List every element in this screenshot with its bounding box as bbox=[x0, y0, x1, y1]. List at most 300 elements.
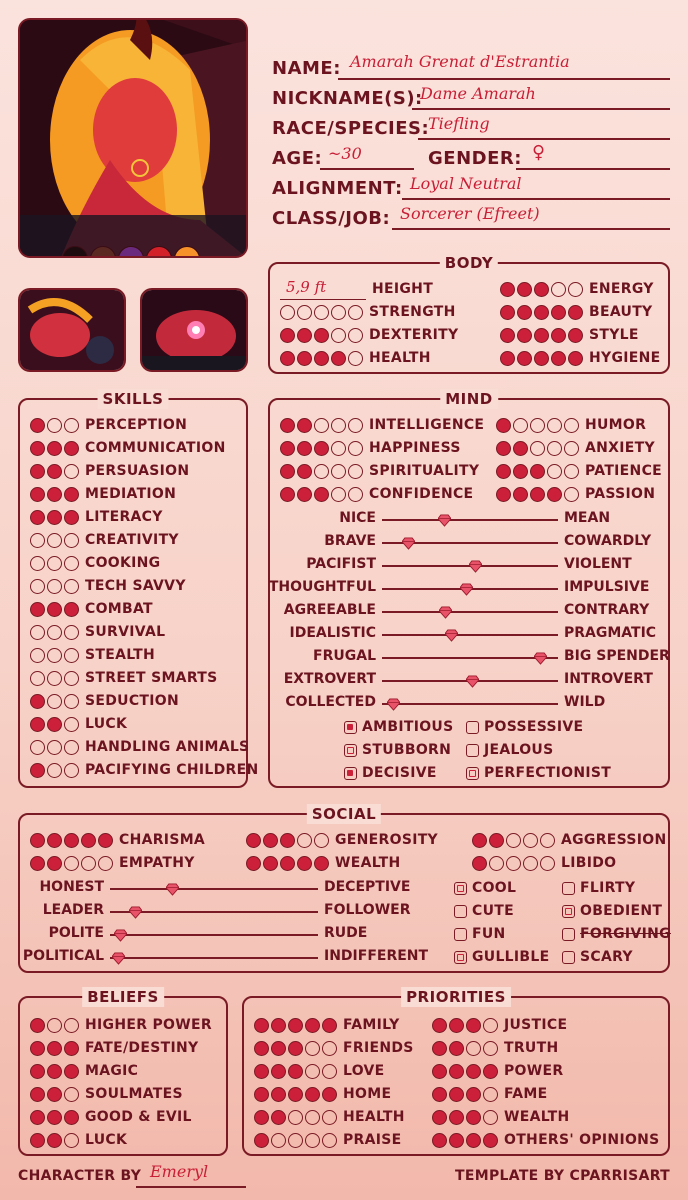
rating-dot[interactable] bbox=[432, 1018, 447, 1033]
rating-dot[interactable] bbox=[305, 1041, 320, 1056]
rating-dot[interactable] bbox=[331, 305, 346, 320]
rating-dot[interactable] bbox=[466, 1041, 481, 1056]
rating-dot[interactable] bbox=[314, 351, 329, 366]
rating-dot[interactable] bbox=[30, 533, 45, 548]
rating-dot[interactable] bbox=[432, 1041, 447, 1056]
checkbox[interactable] bbox=[562, 928, 575, 941]
rating-dot[interactable] bbox=[551, 305, 566, 320]
rating-dot[interactable] bbox=[466, 1110, 481, 1125]
rating-dot[interactable] bbox=[64, 648, 79, 663]
rating-dots[interactable] bbox=[30, 533, 79, 548]
rating-dot[interactable] bbox=[271, 1064, 286, 1079]
rating-dot[interactable] bbox=[64, 556, 79, 571]
rating-dots[interactable] bbox=[30, 1087, 79, 1102]
rating-dot[interactable] bbox=[523, 833, 538, 848]
trait-checkbox[interactable] bbox=[466, 762, 611, 784]
trait-checkbox[interactable] bbox=[562, 923, 671, 945]
rating-dots[interactable] bbox=[254, 1041, 337, 1056]
rating-dot[interactable] bbox=[47, 740, 62, 755]
rating-dot[interactable] bbox=[297, 305, 312, 320]
rating-dot[interactable] bbox=[30, 671, 45, 686]
checkbox[interactable] bbox=[562, 882, 575, 895]
checkbox[interactable] bbox=[344, 767, 357, 780]
rating-dot[interactable] bbox=[568, 282, 583, 297]
slider-track[interactable] bbox=[382, 703, 558, 705]
rating-dot[interactable] bbox=[314, 487, 329, 502]
rating-dot[interactable] bbox=[47, 602, 62, 617]
rating-dot[interactable] bbox=[64, 464, 79, 479]
rating-dot[interactable] bbox=[280, 305, 295, 320]
rating-dot[interactable] bbox=[564, 441, 579, 456]
rating-dots[interactable] bbox=[254, 1064, 337, 1079]
rating-dot[interactable] bbox=[64, 694, 79, 709]
gem-slider-handle-icon[interactable] bbox=[469, 558, 482, 571]
rating-dots[interactable] bbox=[30, 1041, 79, 1056]
rating-dot[interactable] bbox=[280, 833, 295, 848]
rating-dots[interactable] bbox=[432, 1087, 498, 1102]
rating-dot[interactable] bbox=[47, 1064, 62, 1079]
trait-checkbox[interactable] bbox=[562, 900, 662, 922]
rating-dot[interactable] bbox=[466, 1133, 481, 1148]
rating-dot[interactable] bbox=[64, 740, 79, 755]
gem-slider-handle-icon[interactable] bbox=[460, 581, 473, 594]
rating-dot[interactable] bbox=[47, 510, 62, 525]
trait-checkbox[interactable] bbox=[454, 946, 549, 968]
slider-track[interactable] bbox=[382, 634, 558, 636]
rating-dot[interactable] bbox=[64, 487, 79, 502]
rating-dot[interactable] bbox=[551, 351, 566, 366]
rating-dot[interactable] bbox=[348, 487, 363, 502]
rating-dot[interactable] bbox=[517, 351, 532, 366]
slider-track[interactable] bbox=[382, 611, 558, 613]
rating-dots[interactable] bbox=[30, 487, 79, 502]
rating-dot[interactable] bbox=[47, 1133, 62, 1148]
rating-dot[interactable] bbox=[547, 441, 562, 456]
rating-dot[interactable] bbox=[64, 533, 79, 548]
trait-checkbox[interactable] bbox=[344, 739, 451, 761]
rating-dot[interactable] bbox=[30, 763, 45, 778]
rating-dot[interactable] bbox=[331, 464, 346, 479]
rating-dot[interactable] bbox=[288, 1087, 303, 1102]
rating-dot[interactable] bbox=[280, 464, 295, 479]
rating-dots[interactable] bbox=[280, 418, 363, 433]
rating-dot[interactable] bbox=[47, 1110, 62, 1125]
rating-dot[interactable] bbox=[540, 856, 555, 871]
checkbox[interactable] bbox=[344, 744, 357, 757]
rating-dot[interactable] bbox=[513, 487, 528, 502]
rating-dot[interactable] bbox=[254, 1018, 269, 1033]
gem-slider-handle-icon[interactable] bbox=[112, 950, 125, 963]
rating-dot[interactable] bbox=[64, 1064, 79, 1079]
rating-dot[interactable] bbox=[534, 328, 549, 343]
rating-dot[interactable] bbox=[297, 856, 312, 871]
rating-dot[interactable] bbox=[305, 1018, 320, 1033]
slider-track[interactable] bbox=[110, 934, 318, 936]
rating-dot[interactable] bbox=[500, 282, 515, 297]
rating-dot[interactable] bbox=[47, 556, 62, 571]
rating-dot[interactable] bbox=[305, 1110, 320, 1125]
rating-dot[interactable] bbox=[314, 305, 329, 320]
rating-dots[interactable] bbox=[280, 305, 363, 320]
gem-slider-handle-icon[interactable] bbox=[114, 927, 127, 940]
rating-dot[interactable] bbox=[506, 833, 521, 848]
rating-dots[interactable] bbox=[30, 648, 79, 663]
checkbox[interactable] bbox=[454, 928, 467, 941]
rating-dot[interactable] bbox=[331, 418, 346, 433]
rating-dot[interactable] bbox=[331, 487, 346, 502]
rating-dot[interactable] bbox=[47, 763, 62, 778]
rating-dot[interactable] bbox=[530, 418, 545, 433]
rating-dot[interactable] bbox=[64, 510, 79, 525]
rating-dot[interactable] bbox=[98, 856, 113, 871]
rating-dots[interactable] bbox=[500, 305, 583, 320]
rating-dot[interactable] bbox=[530, 464, 545, 479]
trait-checkbox[interactable] bbox=[454, 877, 516, 899]
rating-dot[interactable] bbox=[314, 418, 329, 433]
checkbox[interactable] bbox=[466, 744, 479, 757]
rating-dot[interactable] bbox=[288, 1110, 303, 1125]
rating-dots[interactable] bbox=[30, 1064, 79, 1079]
trait-slider[interactable] bbox=[20, 877, 440, 899]
rating-dots[interactable] bbox=[254, 1133, 337, 1148]
rating-dot[interactable] bbox=[331, 328, 346, 343]
gem-slider-handle-icon[interactable] bbox=[439, 604, 452, 617]
trait-slider[interactable] bbox=[270, 623, 670, 645]
rating-dot[interactable] bbox=[314, 856, 329, 871]
rating-dot[interactable] bbox=[297, 441, 312, 456]
rating-dot[interactable] bbox=[331, 351, 346, 366]
rating-dots[interactable] bbox=[254, 1110, 337, 1125]
rating-dot[interactable] bbox=[271, 1041, 286, 1056]
rating-dot[interactable] bbox=[489, 856, 504, 871]
trait-checkbox[interactable] bbox=[454, 900, 514, 922]
rating-dot[interactable] bbox=[472, 856, 487, 871]
rating-dot[interactable] bbox=[47, 1018, 62, 1033]
checkbox[interactable] bbox=[562, 905, 575, 918]
rating-dots[interactable] bbox=[280, 441, 363, 456]
rating-dot[interactable] bbox=[47, 671, 62, 686]
rating-dot[interactable] bbox=[30, 625, 45, 640]
rating-dot[interactable] bbox=[30, 1133, 45, 1148]
rating-dot[interactable] bbox=[47, 648, 62, 663]
rating-dot[interactable] bbox=[517, 305, 532, 320]
class-value[interactable]: Sorcerer (Efreet) bbox=[400, 204, 540, 223]
rating-dot[interactable] bbox=[348, 464, 363, 479]
rating-dot[interactable] bbox=[47, 487, 62, 502]
rating-dot[interactable] bbox=[280, 487, 295, 502]
rating-dots[interactable] bbox=[432, 1110, 498, 1125]
race-value[interactable]: Tiefling bbox=[428, 114, 490, 133]
rating-dot[interactable] bbox=[530, 441, 545, 456]
slider-track[interactable] bbox=[382, 657, 558, 659]
trait-checkbox[interactable] bbox=[454, 923, 506, 945]
rating-dot[interactable] bbox=[534, 305, 549, 320]
rating-dot[interactable] bbox=[568, 328, 583, 343]
rating-dot[interactable] bbox=[483, 1110, 498, 1125]
rating-dot[interactable] bbox=[540, 833, 555, 848]
rating-dot[interactable] bbox=[305, 1133, 320, 1148]
rating-dot[interactable] bbox=[271, 1110, 286, 1125]
rating-dots[interactable] bbox=[280, 464, 363, 479]
rating-dot[interactable] bbox=[322, 1064, 337, 1079]
rating-dot[interactable] bbox=[47, 579, 62, 594]
rating-dot[interactable] bbox=[254, 1110, 269, 1125]
rating-dots[interactable] bbox=[30, 625, 79, 640]
rating-dot[interactable] bbox=[64, 1018, 79, 1033]
trait-slider[interactable] bbox=[270, 600, 670, 622]
gem-slider-handle-icon[interactable] bbox=[445, 627, 458, 640]
rating-dot[interactable] bbox=[331, 441, 346, 456]
rating-dot[interactable] bbox=[483, 1064, 498, 1079]
gem-slider-handle-icon[interactable] bbox=[466, 673, 479, 686]
rating-dot[interactable] bbox=[64, 579, 79, 594]
rating-dots[interactable] bbox=[30, 418, 79, 433]
rating-dot[interactable] bbox=[280, 328, 295, 343]
rating-dot[interactable] bbox=[500, 328, 515, 343]
trait-checkbox[interactable] bbox=[466, 739, 553, 761]
rating-dots[interactable] bbox=[280, 487, 363, 502]
trait-slider[interactable] bbox=[270, 577, 670, 599]
rating-dot[interactable] bbox=[30, 510, 45, 525]
rating-dots[interactable] bbox=[472, 856, 555, 871]
rating-dot[interactable] bbox=[64, 1087, 79, 1102]
checkbox[interactable] bbox=[562, 951, 575, 964]
rating-dot[interactable] bbox=[432, 1064, 447, 1079]
rating-dots[interactable] bbox=[432, 1064, 498, 1079]
rating-dot[interactable] bbox=[564, 464, 579, 479]
rating-dot[interactable] bbox=[322, 1133, 337, 1148]
rating-dot[interactable] bbox=[483, 1041, 498, 1056]
rating-dots[interactable] bbox=[30, 833, 113, 848]
rating-dots[interactable] bbox=[254, 1087, 337, 1102]
gender-value[interactable]: ♀ bbox=[532, 142, 546, 163]
rating-dot[interactable] bbox=[30, 556, 45, 571]
trait-slider[interactable] bbox=[270, 669, 670, 691]
rating-dot[interactable] bbox=[64, 763, 79, 778]
rating-dot[interactable] bbox=[47, 717, 62, 732]
rating-dot[interactable] bbox=[322, 1018, 337, 1033]
rating-dot[interactable] bbox=[348, 305, 363, 320]
rating-dot[interactable] bbox=[466, 1018, 481, 1033]
rating-dot[interactable] bbox=[551, 328, 566, 343]
rating-dot[interactable] bbox=[271, 1018, 286, 1033]
rating-dots[interactable] bbox=[500, 282, 583, 297]
rating-dot[interactable] bbox=[280, 351, 295, 366]
rating-dot[interactable] bbox=[254, 1133, 269, 1148]
rating-dot[interactable] bbox=[472, 833, 487, 848]
trait-slider[interactable] bbox=[270, 692, 670, 714]
age-value[interactable]: ~30 bbox=[328, 144, 362, 163]
rating-dot[interactable] bbox=[47, 464, 62, 479]
gem-slider-handle-icon[interactable] bbox=[402, 535, 415, 548]
rating-dots[interactable] bbox=[30, 602, 79, 617]
rating-dot[interactable] bbox=[263, 833, 278, 848]
rating-dot[interactable] bbox=[449, 1018, 464, 1033]
slider-track[interactable] bbox=[110, 957, 318, 959]
trait-slider[interactable] bbox=[20, 923, 440, 945]
rating-dot[interactable] bbox=[449, 1041, 464, 1056]
rating-dot[interactable] bbox=[30, 717, 45, 732]
rating-dots[interactable] bbox=[30, 671, 79, 686]
rating-dot[interactable] bbox=[30, 740, 45, 755]
rating-dot[interactable] bbox=[81, 856, 96, 871]
rating-dot[interactable] bbox=[449, 1133, 464, 1148]
rating-dot[interactable] bbox=[297, 487, 312, 502]
rating-dots[interactable] bbox=[30, 441, 79, 456]
rating-dot[interactable] bbox=[47, 833, 62, 848]
rating-dot[interactable] bbox=[314, 441, 329, 456]
rating-dot[interactable] bbox=[506, 856, 521, 871]
rating-dot[interactable] bbox=[449, 1110, 464, 1125]
rating-dot[interactable] bbox=[564, 418, 579, 433]
rating-dots[interactable] bbox=[254, 1018, 337, 1033]
rating-dot[interactable] bbox=[297, 351, 312, 366]
rating-dot[interactable] bbox=[81, 833, 96, 848]
rating-dot[interactable] bbox=[30, 1064, 45, 1079]
rating-dot[interactable] bbox=[348, 328, 363, 343]
rating-dots[interactable] bbox=[30, 556, 79, 571]
rating-dot[interactable] bbox=[64, 441, 79, 456]
rating-dot[interactable] bbox=[64, 418, 79, 433]
rating-dot[interactable] bbox=[64, 833, 79, 848]
rating-dot[interactable] bbox=[432, 1110, 447, 1125]
rating-dot[interactable] bbox=[483, 1018, 498, 1033]
trait-checkbox[interactable] bbox=[466, 716, 583, 738]
rating-dot[interactable] bbox=[30, 1041, 45, 1056]
rating-dots[interactable] bbox=[246, 833, 329, 848]
rating-dot[interactable] bbox=[64, 1110, 79, 1125]
rating-dot[interactable] bbox=[30, 487, 45, 502]
rating-dot[interactable] bbox=[534, 351, 549, 366]
rating-dot[interactable] bbox=[517, 328, 532, 343]
trait-slider[interactable] bbox=[270, 531, 670, 553]
trait-slider[interactable] bbox=[270, 646, 670, 668]
rating-dot[interactable] bbox=[64, 1041, 79, 1056]
rating-dot[interactable] bbox=[98, 833, 113, 848]
rating-dot[interactable] bbox=[314, 464, 329, 479]
checkbox[interactable] bbox=[466, 767, 479, 780]
rating-dots[interactable] bbox=[280, 351, 363, 366]
rating-dot[interactable] bbox=[547, 464, 562, 479]
trait-slider[interactable] bbox=[20, 900, 440, 922]
name-value[interactable]: Amarah Grenat d'Estrantia bbox=[350, 52, 570, 71]
rating-dot[interactable] bbox=[47, 533, 62, 548]
rating-dot[interactable] bbox=[466, 1064, 481, 1079]
rating-dot[interactable] bbox=[530, 487, 545, 502]
rating-dot[interactable] bbox=[483, 1133, 498, 1148]
checkbox[interactable] bbox=[454, 882, 467, 895]
rating-dots[interactable] bbox=[432, 1018, 498, 1033]
rating-dots[interactable] bbox=[280, 328, 363, 343]
rating-dots[interactable] bbox=[496, 418, 579, 433]
rating-dot[interactable] bbox=[288, 1133, 303, 1148]
rating-dot[interactable] bbox=[322, 1041, 337, 1056]
rating-dot[interactable] bbox=[496, 487, 511, 502]
alignment-value[interactable]: Loyal Neutral bbox=[410, 174, 522, 193]
rating-dot[interactable] bbox=[271, 1133, 286, 1148]
gem-slider-handle-icon[interactable] bbox=[534, 650, 547, 663]
rating-dot[interactable] bbox=[263, 856, 278, 871]
trait-slider[interactable] bbox=[270, 554, 670, 576]
rating-dots[interactable] bbox=[30, 464, 79, 479]
rating-dot[interactable] bbox=[30, 441, 45, 456]
rating-dot[interactable] bbox=[305, 1064, 320, 1079]
rating-dots[interactable] bbox=[432, 1041, 498, 1056]
checkbox[interactable] bbox=[454, 905, 467, 918]
rating-dot[interactable] bbox=[496, 464, 511, 479]
rating-dot[interactable] bbox=[280, 418, 295, 433]
rating-dot[interactable] bbox=[568, 351, 583, 366]
rating-dot[interactable] bbox=[64, 602, 79, 617]
rating-dot[interactable] bbox=[246, 856, 261, 871]
rating-dot[interactable] bbox=[523, 856, 538, 871]
rating-dot[interactable] bbox=[47, 441, 62, 456]
rating-dot[interactable] bbox=[30, 694, 45, 709]
trait-checkbox[interactable] bbox=[562, 877, 635, 899]
rating-dot[interactable] bbox=[30, 464, 45, 479]
rating-dot[interactable] bbox=[322, 1110, 337, 1125]
rating-dot[interactable] bbox=[254, 1087, 269, 1102]
rating-dot[interactable] bbox=[348, 418, 363, 433]
height-value[interactable]: 5,9 ft bbox=[286, 278, 327, 296]
trait-slider[interactable] bbox=[270, 508, 670, 530]
rating-dots[interactable] bbox=[30, 1133, 79, 1148]
rating-dot[interactable] bbox=[30, 418, 45, 433]
rating-dot[interactable] bbox=[271, 1087, 286, 1102]
rating-dot[interactable] bbox=[513, 464, 528, 479]
rating-dot[interactable] bbox=[47, 856, 62, 871]
rating-dot[interactable] bbox=[30, 1110, 45, 1125]
rating-dot[interactable] bbox=[564, 487, 579, 502]
rating-dot[interactable] bbox=[305, 1087, 320, 1102]
rating-dot[interactable] bbox=[288, 1018, 303, 1033]
rating-dots[interactable] bbox=[30, 740, 79, 755]
rating-dot[interactable] bbox=[496, 441, 511, 456]
rating-dot[interactable] bbox=[297, 464, 312, 479]
rating-dot[interactable] bbox=[64, 856, 79, 871]
rating-dots[interactable] bbox=[30, 856, 113, 871]
rating-dot[interactable] bbox=[64, 671, 79, 686]
rating-dots[interactable] bbox=[472, 833, 555, 848]
checkbox[interactable] bbox=[466, 721, 479, 734]
rating-dot[interactable] bbox=[47, 418, 62, 433]
rating-dot[interactable] bbox=[348, 441, 363, 456]
rating-dot[interactable] bbox=[297, 418, 312, 433]
rating-dots[interactable] bbox=[496, 441, 579, 456]
rating-dots[interactable] bbox=[432, 1133, 498, 1148]
gem-slider-handle-icon[interactable] bbox=[166, 881, 179, 894]
rating-dot[interactable] bbox=[30, 602, 45, 617]
rating-dot[interactable] bbox=[547, 418, 562, 433]
rating-dots[interactable] bbox=[30, 579, 79, 594]
rating-dot[interactable] bbox=[47, 625, 62, 640]
rating-dot[interactable] bbox=[348, 351, 363, 366]
rating-dot[interactable] bbox=[288, 1064, 303, 1079]
rating-dot[interactable] bbox=[500, 351, 515, 366]
checkbox[interactable] bbox=[454, 951, 467, 964]
rating-dots[interactable] bbox=[30, 694, 79, 709]
rating-dots[interactable] bbox=[30, 763, 79, 778]
rating-dot[interactable] bbox=[551, 282, 566, 297]
rating-dots[interactable] bbox=[496, 487, 579, 502]
rating-dot[interactable] bbox=[280, 441, 295, 456]
rating-dots[interactable] bbox=[30, 510, 79, 525]
rating-dot[interactable] bbox=[432, 1133, 447, 1148]
rating-dot[interactable] bbox=[30, 1087, 45, 1102]
rating-dot[interactable] bbox=[489, 833, 504, 848]
rating-dot[interactable] bbox=[466, 1087, 481, 1102]
slider-track[interactable] bbox=[382, 519, 558, 521]
